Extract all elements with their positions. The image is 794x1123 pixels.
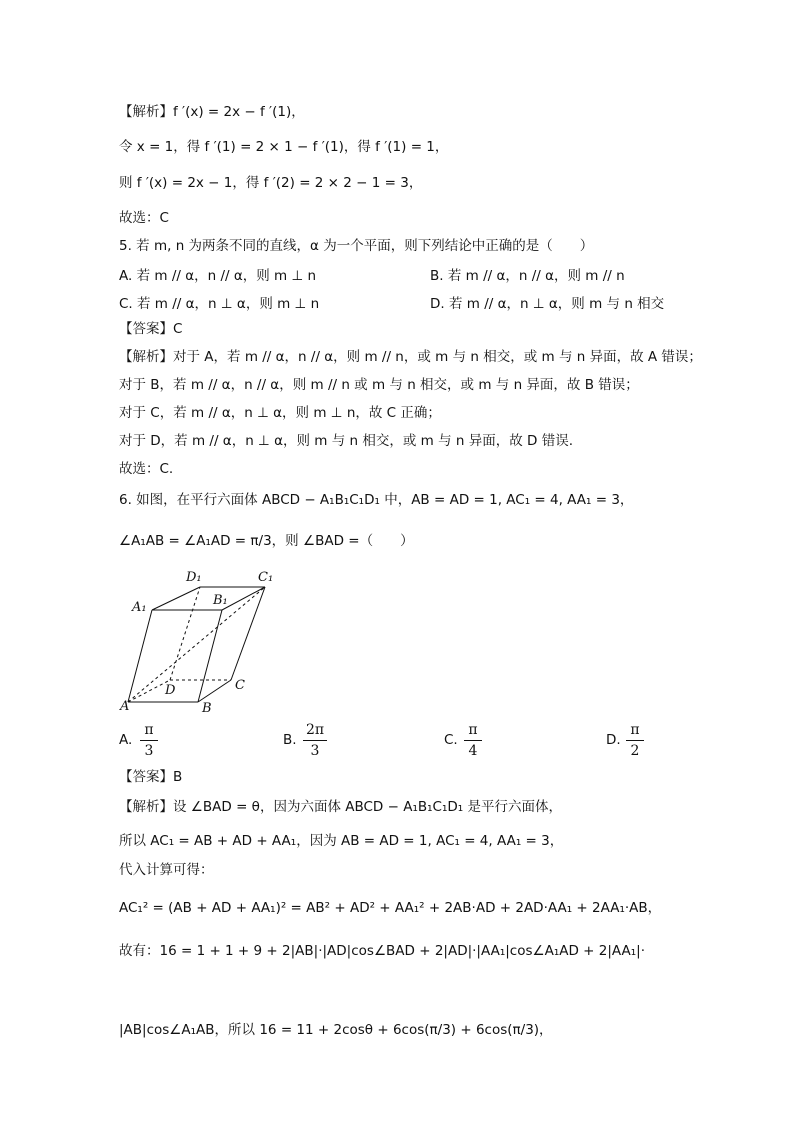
q5-option-b: B. 若 m // α，n // α，则 m // n bbox=[430, 268, 625, 284]
label-c: C bbox=[235, 678, 245, 693]
edge-c1-b1 bbox=[222, 587, 265, 610]
q6-option-d-num: π bbox=[630, 722, 640, 738]
question-6-stem-2: ∠A₁AB = ∠A₁AD = π/3，则 ∠BAD =（ ） bbox=[119, 533, 414, 549]
q5-option-d: D. 若 m // α，n ⊥ α，则 m 与 n 相交 bbox=[430, 296, 665, 312]
q5-solution-2: 对于 B，若 m // α，n // α，则 m // n 或 m 与 n 相交，或 m 与 n 异面，故 B 错误； bbox=[119, 377, 639, 393]
q6-solution-4: AC₁² = (AB + AD + AA₁)² = AB² + AD² + AA₁² + 2AB·AD + 2AD·AA₁ + 2AA₁·AB， bbox=[119, 900, 662, 916]
q6-solution-3: 代入计算可得： bbox=[119, 862, 214, 878]
solution-line-2: 令 x = 1，得 f ′(1) = 2 × 1 − f ′(1)，得 f ′(1) = 1， bbox=[119, 139, 449, 155]
q5-solution-1: 【解析】对于 A，若 m // α，n // α，则 m // n，或 m 与 n 相交，或 m 与 n 异面，故 A 错误； bbox=[119, 349, 702, 365]
q6-option-a-num: π bbox=[144, 722, 154, 738]
q6-option-d-fraction bbox=[626, 722, 644, 759]
q6-option-d-den: 2 bbox=[630, 743, 640, 759]
solution-line-3: 则 f ′(x) = 2x − 1，得 f ′(2) = 2 × 2 − 1 = 3， bbox=[119, 175, 423, 191]
q6-option-a-fraction bbox=[140, 722, 158, 759]
solution-line-1: 【解析】f ′(x) = 2x − f ′(1)， bbox=[119, 104, 305, 120]
label-a1: A₁ bbox=[132, 600, 147, 615]
q5-option-c: C. 若 m // α，n ⊥ α，则 m ⊥ n bbox=[119, 296, 320, 312]
q5-solution-3: 对于 C，若 m // α，n ⊥ α，则 m ⊥ n，故 C 正确； bbox=[119, 405, 441, 421]
q6-option-c-den: 4 bbox=[468, 743, 478, 759]
q6-option-b-num: 2π bbox=[305, 722, 325, 738]
hidden-edge-d-d1 bbox=[170, 587, 200, 680]
label-b: B bbox=[202, 701, 212, 715]
parallelepiped-figure bbox=[118, 565, 288, 715]
q6-option-b-den: 3 bbox=[310, 743, 320, 759]
label-b1: B₁ bbox=[213, 593, 228, 608]
q6-solution-6: |AB|cos∠A₁AB，所以 16 = 11 + 2cosθ + 6cos(π/3) + 6cos(π/3)， bbox=[119, 1022, 553, 1038]
q5-solution-4: 对于 D，若 m // α，n ⊥ α，则 m 与 n 相交，或 m 与 n 异面，故 D 错误. bbox=[119, 433, 574, 449]
q5-choice: 故选：C. bbox=[119, 461, 174, 477]
label-d: D bbox=[165, 683, 176, 698]
q6-option-b-letter: B. bbox=[283, 732, 297, 748]
q6-option-d-letter: D. bbox=[606, 732, 621, 748]
edge-a-a1 bbox=[128, 610, 152, 702]
hidden-edge-a-d bbox=[128, 680, 170, 702]
q6-option-c-num: π bbox=[468, 722, 478, 738]
edge-a1-d1 bbox=[152, 587, 200, 610]
q6-option-c-fraction bbox=[464, 722, 482, 759]
label-a: A bbox=[120, 699, 130, 714]
question-6-stem-1: 6. 如图，在平行六面体 ABCD − A₁B₁C₁D₁ 中，AB = AD = 1, AC₁ = 4, AA₁ = 3， bbox=[119, 492, 634, 508]
q6-option-c-letter: C. bbox=[444, 732, 458, 748]
label-c1: C₁ bbox=[258, 570, 274, 585]
label-d1: D₁ bbox=[186, 570, 202, 585]
q6-option-a-den: 3 bbox=[144, 743, 154, 759]
q6-solution-2: 所以 AC₁ = AB + AD + AA₁，因为 AB = AD = 1, AC₁ = 4, AA₁ = 3， bbox=[119, 833, 564, 849]
q6-solution-1: 【解析】设 ∠BAD = θ，因为六面体 ABCD − A₁B₁C₁D₁ 是平行六面体， bbox=[119, 799, 562, 815]
q6-option-b-fraction bbox=[303, 722, 327, 759]
question-5-stem: 5. 若 m, n 为两条不同的直线，α 为一个平面，则下列结论中正确的是（ ） bbox=[119, 238, 594, 254]
q5-option-a: A. 若 m // α，n // α，则 m ⊥ n bbox=[119, 268, 317, 284]
answer-choice-line: 故选：C bbox=[119, 210, 169, 226]
q6-answer: 【答案】B bbox=[119, 769, 183, 785]
q6-option-a-letter: A. bbox=[119, 732, 133, 748]
q6-solution-5: 故有：16 = 1 + 1 + 9 + 2|AB|·|AD|cos∠BAD + 2|AD|·|AA₁|cos∠A₁AD + 2|AA₁|· bbox=[119, 943, 646, 959]
q5-answer: 【答案】C bbox=[119, 321, 183, 337]
